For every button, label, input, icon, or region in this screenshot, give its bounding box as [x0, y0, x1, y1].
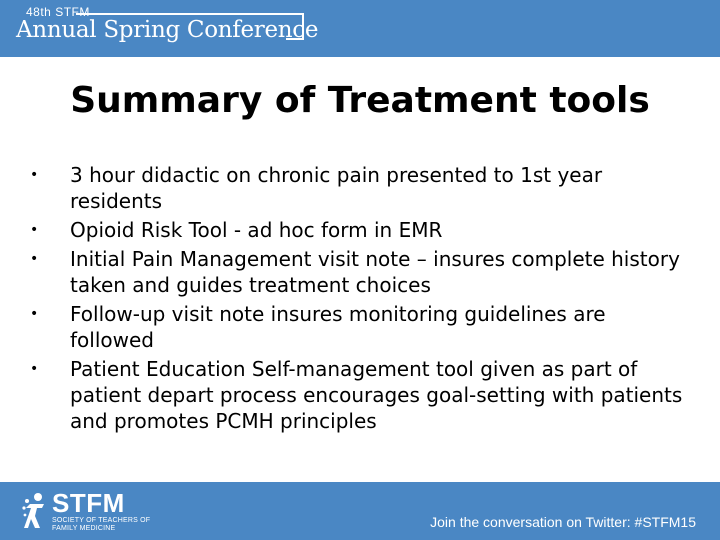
bullet-text: Initial Pain Management visit note – insures complete history taken and guides treatment choices — [70, 247, 680, 297]
stfm-figure-icon — [22, 492, 48, 530]
conference-ordinal: 48th STFM — [26, 5, 90, 19]
bullet-text: Follow-up visit note insures monitoring guidelines are followed — [70, 302, 606, 352]
bullet-item — [30, 301, 690, 353]
bullet-dot-icon: • — [30, 361, 39, 377]
stfm-logo — [22, 488, 152, 534]
footer-band — [0, 482, 720, 540]
conference-name: Annual Spring Conference — [16, 17, 319, 43]
bullet-text: Patient Education Self-management tool given as part of patient depart process encourages goal-setting with patients and promotes PCMH principles — [70, 357, 683, 433]
logo-text: STFM — [52, 488, 125, 518]
twitter-tagline: Join the conversation on Twitter: #STFM15 — [430, 514, 696, 530]
logo-subtitle — [52, 517, 150, 533]
slide-title: Summary of Treatment tools — [70, 80, 650, 121]
logo-subtitle-line-2: FAMILY MEDICINE — [52, 525, 116, 532]
bullet-item — [30, 356, 690, 434]
bullet-dot-icon: • — [30, 167, 39, 183]
bullet-dot-icon: • — [30, 251, 39, 267]
bullet-text: 3 hour didactic on chronic pain presented to 1st year residents — [70, 163, 603, 213]
bullet-item — [30, 246, 690, 298]
bullet-item — [30, 217, 690, 243]
logo-subtitle-line-1: SOCIETY OF TEACHERS OF — [52, 517, 151, 524]
bullet-dot-icon: • — [30, 306, 39, 322]
bullet-item — [30, 162, 690, 214]
bullet-dot-icon: • — [30, 222, 39, 238]
bullet-list — [30, 162, 690, 437]
bullet-text: Opioid Risk Tool - ad hoc form in EMR — [70, 218, 443, 242]
header-band — [0, 0, 720, 57]
